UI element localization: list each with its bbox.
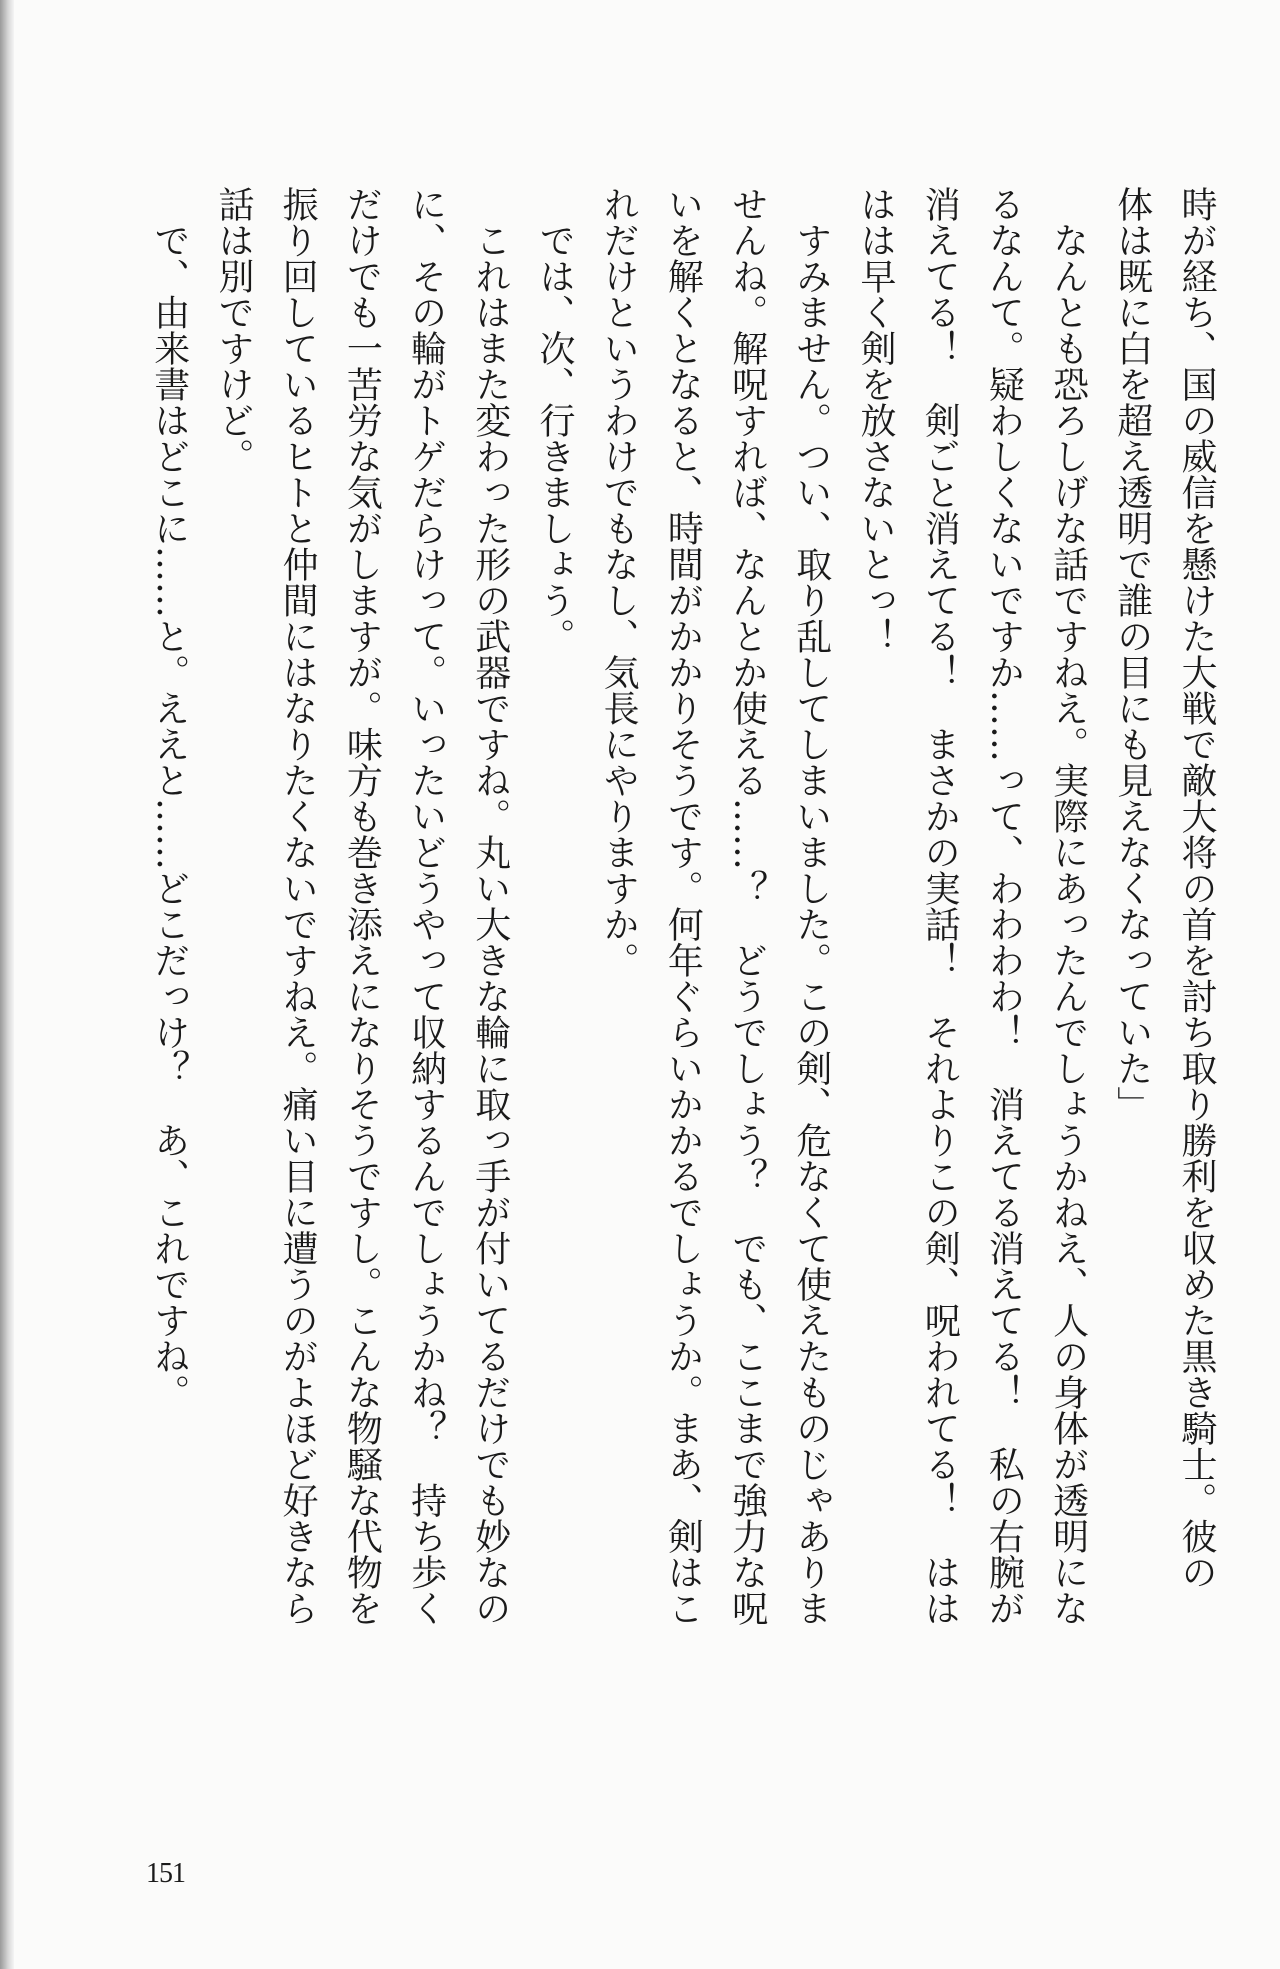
page-number: 151 bbox=[146, 1858, 185, 1889]
text-line: 振り回しているヒトと仲間にはなりたくないですねえ。痛い目に遭うのがよほど好きなら bbox=[277, 186, 319, 1626]
text-line: れだけというわけでもなし、気長にやりますか。 bbox=[598, 186, 640, 978]
text-line: 話は別ですけど。 bbox=[212, 186, 254, 474]
text-line: だけでも一苦労な気がしますが。味方も巻き添えになりそうですし。こんな物騒な代物を bbox=[341, 186, 383, 1626]
scan-edge bbox=[0, 0, 14, 1969]
vertical-body-text bbox=[137, 186, 1228, 1636]
text-line: 時が経ち、国の威信を懸けた大戦で敵大将の首を討ち取り勝利を収めた黒き騎士。彼の bbox=[1176, 186, 1217, 1590]
text-line: るなんて。疑わしくないですか……って、わわわわ！ 消えてる消えてる！ 私の右腕が bbox=[983, 186, 1025, 1626]
text-line: で、由来書はどこに……と。ええと……どこだっけ？ あ、これですね。 bbox=[148, 186, 190, 1410]
text-line: すみません。つい、取り乱してしまいました。この剣、危なくて使えたものじゃありま bbox=[790, 186, 832, 1626]
text-line: では、次、行きましょう。 bbox=[533, 186, 575, 654]
text-line: はは早く剣を放さないとっ！ bbox=[854, 186, 896, 654]
text-line: せんね。解呪すれば、なんとか使える……？ どうでしょう？ でも、ここまで強力な呪 bbox=[726, 186, 768, 1626]
text-line: 消えてる！ 剣ごと消えてる！ まさかの実話！ それよりこの剣、呪われてる！ はは bbox=[919, 186, 961, 1626]
text-line: いを解くとなると、時間がかかりそうです。何年ぐらいかかるでしょうか。まあ、剣はこ bbox=[662, 186, 704, 1626]
text-line: 体は既に白を超え透明で誰の目にも見えなくなっていた」 bbox=[1111, 186, 1153, 1122]
text-line: なんとも恐ろしげな話ですねえ。実際にあったんでしょうかねえ、人の身体が透明にな bbox=[1047, 186, 1089, 1626]
text-line: これはまた変わった形の武器ですね。丸い大きな輪に取っ手が付いてるだけでも妙なの bbox=[469, 186, 511, 1626]
text-line: に、その輪がトゲだらけって。いったいどうやって収納するんでしょうかね？ 持ち歩く bbox=[405, 186, 447, 1626]
